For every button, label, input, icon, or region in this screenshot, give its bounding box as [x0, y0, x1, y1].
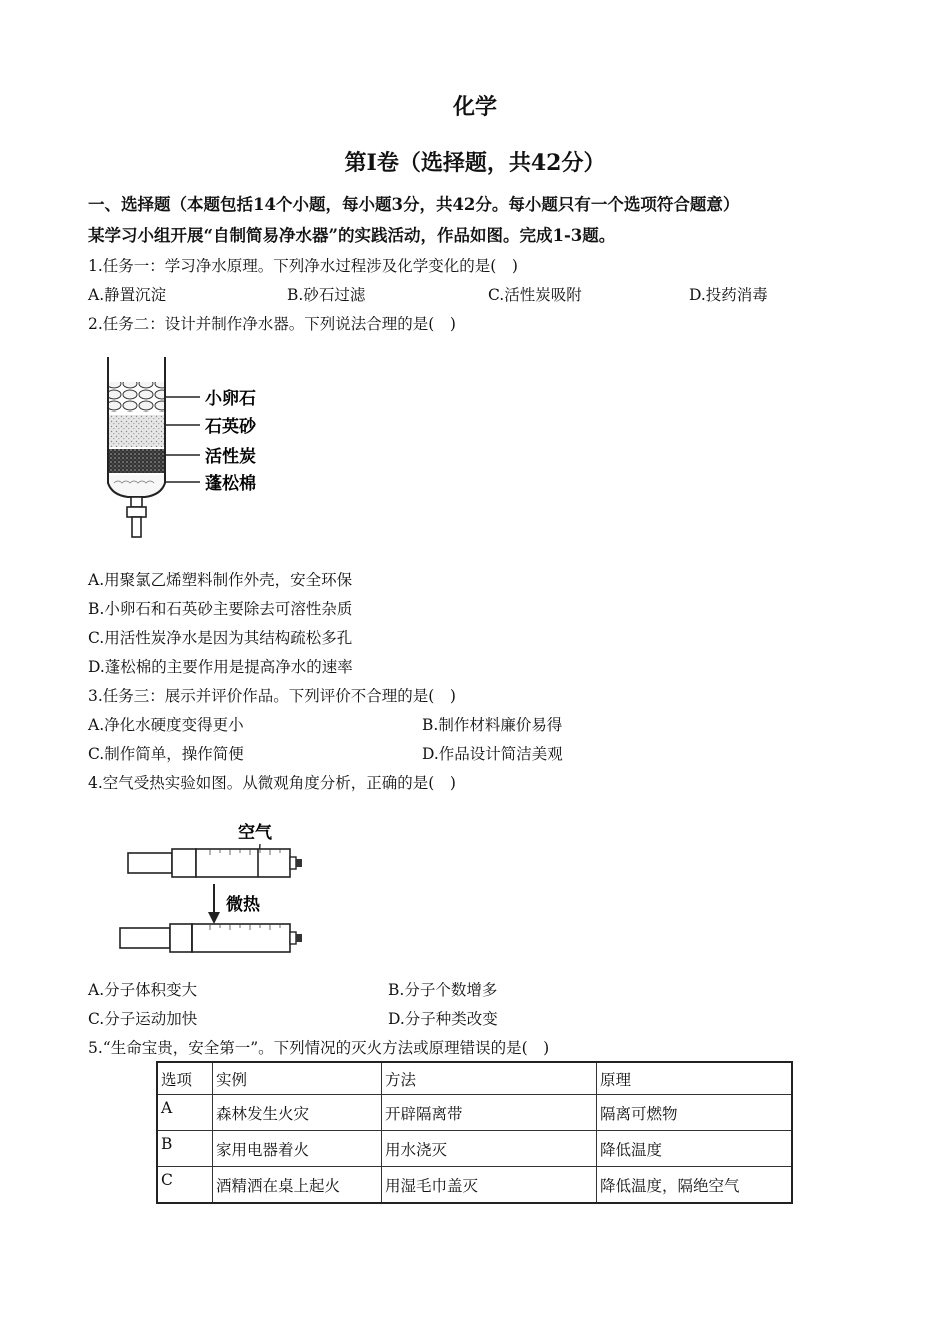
part-title: 第I卷（选择题，共42分） [344, 150, 606, 176]
q2-option-b: B.小卵石和石英砂主要除去可溶性杂质 [88, 600, 353, 618]
q4-option-b: B.分子个数增多 [388, 981, 498, 999]
table-cell: A [157, 1095, 213, 1131]
pebble-layer [109, 382, 164, 412]
q3-stem: 3.任务三：展示并评价作品。下列评价不合理的是( ) [88, 687, 456, 705]
table-header-cell: 实例 [213, 1062, 382, 1095]
section-heading: 一、选择题（本题包括14个小题，每小题3分，共42分。每小题只有一个选项符合题意） [88, 195, 740, 214]
table-cell: 用水浇灭 [382, 1131, 597, 1167]
quartz-sand-layer [109, 415, 164, 447]
table-row [157, 1095, 792, 1131]
syringe-after [120, 924, 302, 952]
q2-option-a: A.用聚氯乙烯塑料制作外壳，安全环保 [88, 571, 353, 589]
table-row [157, 1167, 792, 1204]
q2-option-d: D.蓬松棉的主要作用是提高净水的速率 [88, 658, 353, 676]
table-cell: 家用电器着火 [213, 1131, 382, 1167]
table-cell: 降低温度，隔绝空气 [597, 1167, 793, 1204]
table-header-cell: 方法 [382, 1062, 597, 1095]
table-cell: C [157, 1167, 213, 1204]
label-activated-carbon: 活性炭 [205, 447, 256, 467]
q3-option-c: C.制作简单，操作简便 [88, 745, 244, 763]
q3-option-b: B.制作材料廉价易得 [422, 716, 563, 734]
table-header-cell: 选项 [157, 1062, 213, 1095]
table-cell: B [157, 1131, 213, 1167]
q2-stem: 2.任务二：设计并制作净水器。下列说法合理的是( ) [88, 315, 456, 333]
q4-option-c: C.分子运动加快 [88, 1010, 198, 1028]
cotton-layer [108, 475, 165, 497]
table-cell: 森林发生火灾 [213, 1095, 382, 1131]
table-cell: 降低温度 [597, 1131, 793, 1167]
label-cotton: 蓬松棉 [205, 474, 256, 494]
q1-option-d: D.投药消毒 [689, 286, 768, 304]
table-header-cell: 原理 [597, 1062, 793, 1095]
q1-option-a: A.静置沉淀 [88, 286, 167, 304]
table-cell: 酒精洒在桌上起火 [213, 1167, 382, 1204]
label-air: 空气 [238, 823, 272, 843]
activated-carbon-layer [109, 449, 164, 473]
q5-stem: 5.“生命宝贵，安全第一”。下列情况的灭火方法或原理错误的是( ) [88, 1039, 550, 1057]
water-purifier-figure [90, 345, 310, 545]
fire-safety-table [156, 1061, 793, 1204]
label-quartz-sand: 石英砂 [205, 417, 256, 437]
q4-option-a: A.分子体积变大 [88, 981, 198, 999]
q3-option-a: A.净化水硬度变得更小 [88, 716, 244, 734]
table-cell: 用湿毛巾盖灭 [382, 1167, 597, 1204]
q2-option-c: C.用活性炭净水是因为其结构疏松多孔 [88, 629, 353, 647]
page-title: 化学 [452, 94, 497, 120]
q1-stem: 1.任务一：学习净水原理。下列净水过程涉及化学变化的是( ) [88, 257, 518, 275]
q3-option-d: D.作品设计简洁美观 [422, 745, 563, 763]
table-header-row [157, 1062, 792, 1095]
syringe-heating-figure [110, 812, 320, 962]
table-cell: 隔离可燃物 [597, 1095, 793, 1131]
q4-stem: 4.空气受热实验如图。从微观角度分析，正确的是( ) [88, 774, 456, 792]
context-text: 某学习小组开展“自制简易净水器”的实践活动，作品如图。完成1-3题。 [88, 226, 616, 245]
q4-option-d: D.分子种类改变 [388, 1010, 498, 1028]
q1-option-b: B.砂石过滤 [287, 286, 366, 304]
label-gentle-heat: 微热 [226, 895, 260, 915]
q1-option-c: C.活性炭吸附 [488, 286, 582, 304]
syringe-before [128, 849, 302, 877]
label-pebbles: 小卵石 [205, 389, 256, 409]
table-cell: 开辟隔离带 [382, 1095, 597, 1131]
table-row [157, 1131, 792, 1167]
